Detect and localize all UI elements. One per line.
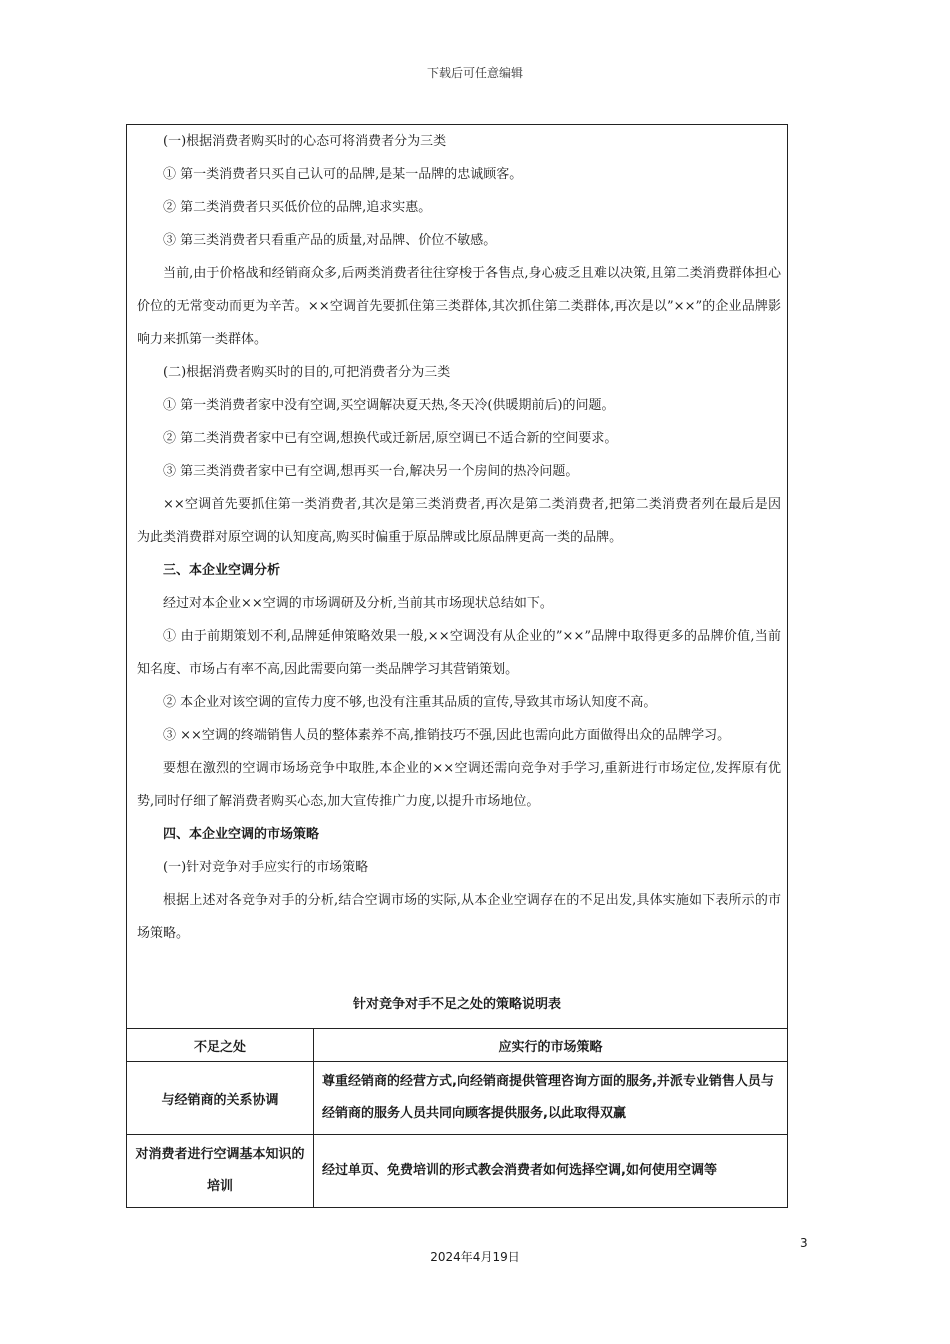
table-cell-strategy: 经过单页、免费培训的形式教会消费者如何选择空调,如何使用空调等 xyxy=(314,1135,788,1208)
paragraph: 要想在激烈的空调市场场竞争中取胜,本企业的××空调还需向竞争对手学习,重新进行市场定位,发挥原有优势,同时仔细了解消费者购买心态,加大宣传推广力度,以提升市场地位。 xyxy=(137,761,781,809)
paragraph: ② 第二类消费者只买低价位的品牌,追求实惠。 xyxy=(163,200,432,215)
paragraph: (一)根据消费者购买时的心态可将消费者分为三类 xyxy=(163,134,447,149)
table-cell-weakness: 对消费者进行空调基本知识的培训 xyxy=(127,1135,314,1208)
paragraph: 当前,由于价格战和经销商众多,后两类消费者往往穿梭于各售点,身心疲乏且难以决策,且第二类消费群体担心价位的无常变动而更为辛苦。××空调首先要抓住第三类群体,其次抓住第二类群体,再次是以”××”的企业品牌影响力来抓第一类群体。 xyxy=(137,266,781,347)
section-heading: 三、本企业空调分析 xyxy=(163,563,281,578)
page-header: 下载后可任意编辑 xyxy=(426,66,523,80)
paragraph: ② 第二类消费者家中已有空调,想换代或迁新居,原空调已不适合新的空间要求。 xyxy=(163,431,618,446)
paragraph: 经过对本企业××空调的市场调研及分析,当前其市场现状总结如下。 xyxy=(163,596,553,611)
table-row xyxy=(127,1135,788,1208)
table-cell-weakness: 与经销商的关系协调 xyxy=(127,1062,314,1135)
paragraph: ③ 第三类消费者只看重产品的质量,对品牌、价位不敏感。 xyxy=(163,233,497,248)
paragraph: ××空调首先要抓住第一类消费者,其次是第三类消费者,再次是第二类消费者,把第二类消费者列在最后是因为此类消费群对原空调的认知度高,购买时偏重于原品牌或比原品牌更高一类的品牌。 xyxy=(137,497,781,545)
paragraph: (二)根据消费者购买时的目的,可把消费者分为三类 xyxy=(163,365,451,380)
table-row xyxy=(127,1062,788,1135)
footer-date: 2024年4月19日 xyxy=(430,1250,520,1264)
table-caption: 针对竞争对手不足之处的策略说明表 xyxy=(352,997,561,1012)
table-header-row xyxy=(127,1029,788,1062)
section-heading: 四、本企业空调的市场策略 xyxy=(163,827,320,842)
paragraph: ③ 第三类消费者家中已有空调,想再买一台,解决另一个房间的热冷问题。 xyxy=(163,464,579,479)
paragraph: ② 本企业对该空调的宣传力度不够,也没有注重其品质的宣传,导致其市场认知度不高。 xyxy=(163,695,657,710)
paragraph: ① 由于前期策划不利,品牌延伸策略效果一般,××空调没有从企业的”××”品牌中取得更多的品牌价值,当前知名度、市场占有率不高,因此需要向第一类品牌学习其营销策划。 xyxy=(137,629,781,677)
paragraph: ③ ××空调的终端销售人员的整体素养不高,推销技巧不强,因此也需向此方面做得出众的品牌学习。 xyxy=(163,728,731,743)
table-cell-strategy: 尊重经销商的经营方式,向经销商提供管理咨询方面的服务,并派专业销售人员与经销商的服务人员共同向顾客提供服务,以此取得双赢 xyxy=(314,1062,788,1135)
page-number: 3 xyxy=(800,1236,808,1250)
table-header-cell: 应实行的市场策略 xyxy=(314,1029,788,1062)
paragraph: ① 第一类消费者家中没有空调,买空调解决夏天热,冬天冷(供暖期前后)的问题。 xyxy=(163,398,615,413)
strategy-table xyxy=(126,1028,788,1208)
paragraph: (一)针对竞争对手应实行的市场策略 xyxy=(163,860,369,875)
table-header-cell: 不足之处 xyxy=(127,1029,314,1062)
paragraph: 根据上述对各竞争对手的分析,结合空调市场的实际,从本企业空调存在的不足出发,具体实施如下表所示的市场策略。 xyxy=(137,893,781,941)
paragraph: ① 第一类消费者只买自己认可的品牌,是某一品牌的忠诚顾客。 xyxy=(163,167,523,182)
body-text xyxy=(137,125,781,950)
content-frame xyxy=(126,124,788,1208)
